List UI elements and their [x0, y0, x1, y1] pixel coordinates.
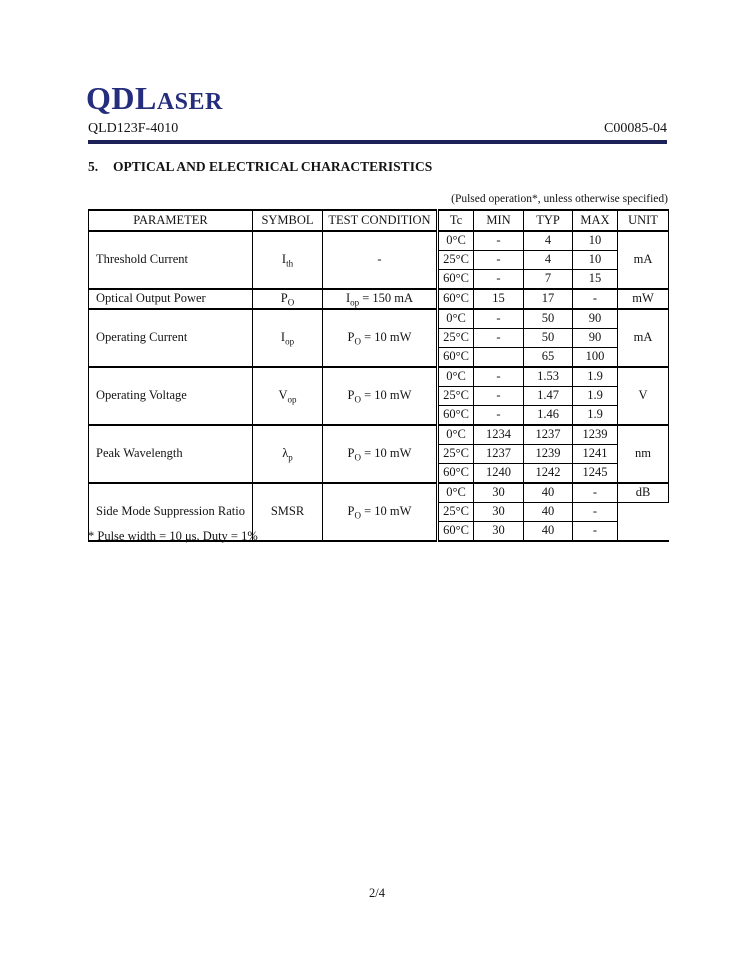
- tc-cell: 25°C: [438, 329, 474, 348]
- table-header-row: [89, 210, 669, 231]
- typ-cell: 1239: [524, 445, 573, 464]
- typ-cell: 40: [524, 522, 573, 542]
- logo-text-primary: QDL: [86, 80, 157, 116]
- parameter-cell: Operating Voltage: [89, 367, 253, 425]
- parameter-cell: Threshold Current: [89, 231, 253, 289]
- parameter-cell: Side Mode Suppression Ratio: [89, 483, 253, 541]
- max-cell: 10: [573, 231, 618, 251]
- condition-cell: $P_O = 10$ mW: [323, 425, 438, 483]
- max-cell: -: [573, 503, 618, 522]
- tc-cell: 25°C: [438, 445, 474, 464]
- tc-cell: 25°C: [438, 387, 474, 406]
- min-cell: 15: [474, 289, 524, 309]
- condition-cell: $P_O = 10$ mW: [323, 483, 438, 541]
- unit-cell: mW: [618, 289, 669, 309]
- symbol-cell: $P_O$: [253, 289, 323, 309]
- max-cell: -: [573, 522, 618, 542]
- min-cell: -: [474, 309, 524, 329]
- max-cell: 1241: [573, 445, 618, 464]
- table-row: [89, 289, 669, 309]
- section-title: [88, 159, 432, 175]
- max-cell: -: [573, 289, 618, 309]
- symbol-cell: $\lambda_p$: [253, 425, 323, 483]
- max-cell: 1245: [573, 464, 618, 484]
- header-symbol: SYMBOL: [253, 210, 323, 231]
- tc-cell: 60°C: [438, 522, 474, 542]
- parameter-cell: Operating Current: [89, 309, 253, 367]
- typ-cell: 17: [524, 289, 573, 309]
- typ-cell: 4: [524, 251, 573, 270]
- symbol-cell: $I_{op}$: [253, 309, 323, 367]
- tc-cell: 60°C: [438, 406, 474, 426]
- unit-cell: mA: [618, 309, 669, 367]
- header-typ: TYP: [524, 210, 573, 231]
- page-number: 2/4: [369, 886, 385, 900]
- unit-cell: dB: [618, 483, 669, 503]
- logo-text-secondary: ASER: [156, 89, 223, 115]
- parameter-cell: Peak Wavelength: [89, 425, 253, 483]
- max-cell: 100: [573, 348, 618, 368]
- min-cell: -: [474, 367, 524, 387]
- typ-cell: 7: [524, 270, 573, 290]
- table-note: (Pulsed operation*, unless otherwise specified): [451, 193, 668, 205]
- document-code: C00085-04: [604, 121, 667, 136]
- typ-cell: 65: [524, 348, 573, 368]
- tc-cell: 60°C: [438, 289, 474, 309]
- min-cell: 30: [474, 503, 524, 522]
- typ-cell: 4: [524, 231, 573, 251]
- header-divider: [88, 140, 667, 144]
- symbol-cell: $V_{op}$: [253, 367, 323, 425]
- header-test-condition: TEST CONDITION: [323, 210, 438, 231]
- tc-cell: 60°C: [438, 464, 474, 484]
- condition-cell: $I_{op} = 150$ mA: [323, 289, 438, 309]
- parameter-cell: Optical Output Power: [89, 289, 253, 309]
- header-unit: UNIT: [618, 210, 669, 231]
- table-row: [89, 367, 669, 387]
- condition-cell: $P_O = 10$ mW: [323, 367, 438, 425]
- min-cell: -: [474, 387, 524, 406]
- max-cell: 1.9: [573, 387, 618, 406]
- typ-cell: 50: [524, 329, 573, 348]
- pulse-footnote: * Pulse width = 10 μs, Duty = 1%: [88, 529, 258, 543]
- table-row: [89, 483, 669, 503]
- section-title-text: OPTICAL AND ELECTRICAL CHARACTERISTICS: [113, 159, 433, 174]
- header-parameter: PARAMETER: [89, 210, 253, 231]
- table-row: [89, 231, 669, 251]
- symbol-cell: $I_{th}$: [253, 231, 323, 289]
- typ-cell: 1.47: [524, 387, 573, 406]
- tc-cell: 25°C: [438, 251, 474, 270]
- max-cell: 1239: [573, 425, 618, 445]
- header-min: MIN: [474, 210, 524, 231]
- condition-cell: -: [323, 231, 438, 289]
- header-max: MAX: [573, 210, 618, 231]
- min-cell: 1237: [474, 445, 524, 464]
- section-number: 5.: [88, 159, 99, 174]
- tc-cell: 25°C: [438, 503, 474, 522]
- typ-cell: 1.46: [524, 406, 573, 426]
- company-logo: [86, 80, 223, 117]
- characteristics-table: [88, 209, 669, 542]
- max-cell: 1.9: [573, 406, 618, 426]
- max-cell: 90: [573, 309, 618, 329]
- typ-cell: 40: [524, 503, 573, 522]
- tc-cell: 0°C: [438, 367, 474, 387]
- condition-cell: $P_O = 10$ mW: [323, 309, 438, 367]
- min-cell: 1234: [474, 425, 524, 445]
- min-cell: -: [474, 231, 524, 251]
- table-row: [89, 425, 669, 445]
- min-cell: -: [474, 270, 524, 290]
- typ-cell: 40: [524, 483, 573, 503]
- min-cell: -: [474, 406, 524, 426]
- typ-cell: 1237: [524, 425, 573, 445]
- unit-cell: V: [618, 367, 669, 425]
- document-header-line: [88, 121, 667, 136]
- tc-cell: 60°C: [438, 348, 474, 368]
- max-cell: 1.9: [573, 367, 618, 387]
- min-cell: 30: [474, 522, 524, 542]
- min-cell: [474, 348, 524, 368]
- max-cell: 90: [573, 329, 618, 348]
- symbol-cell: SMSR: [253, 483, 323, 541]
- max-cell: 10: [573, 251, 618, 270]
- unit-cell: mA: [618, 231, 669, 289]
- tc-cell: 0°C: [438, 425, 474, 445]
- tc-cell: 60°C: [438, 270, 474, 290]
- tc-cell: 0°C: [438, 483, 474, 503]
- typ-cell: 1242: [524, 464, 573, 484]
- max-cell: -: [573, 483, 618, 503]
- tc-cell: 0°C: [438, 309, 474, 329]
- typ-cell: 50: [524, 309, 573, 329]
- model-number: QLD123F-4010: [88, 121, 179, 136]
- header-tc: Tc: [438, 210, 474, 231]
- unit-cell: nm: [618, 425, 669, 483]
- tc-cell: 0°C: [438, 231, 474, 251]
- max-cell: 15: [573, 270, 618, 290]
- min-cell: 1240: [474, 464, 524, 484]
- min-cell: 30: [474, 483, 524, 503]
- typ-cell: 1.53: [524, 367, 573, 387]
- min-cell: -: [474, 329, 524, 348]
- min-cell: -: [474, 251, 524, 270]
- table-row: [89, 309, 669, 329]
